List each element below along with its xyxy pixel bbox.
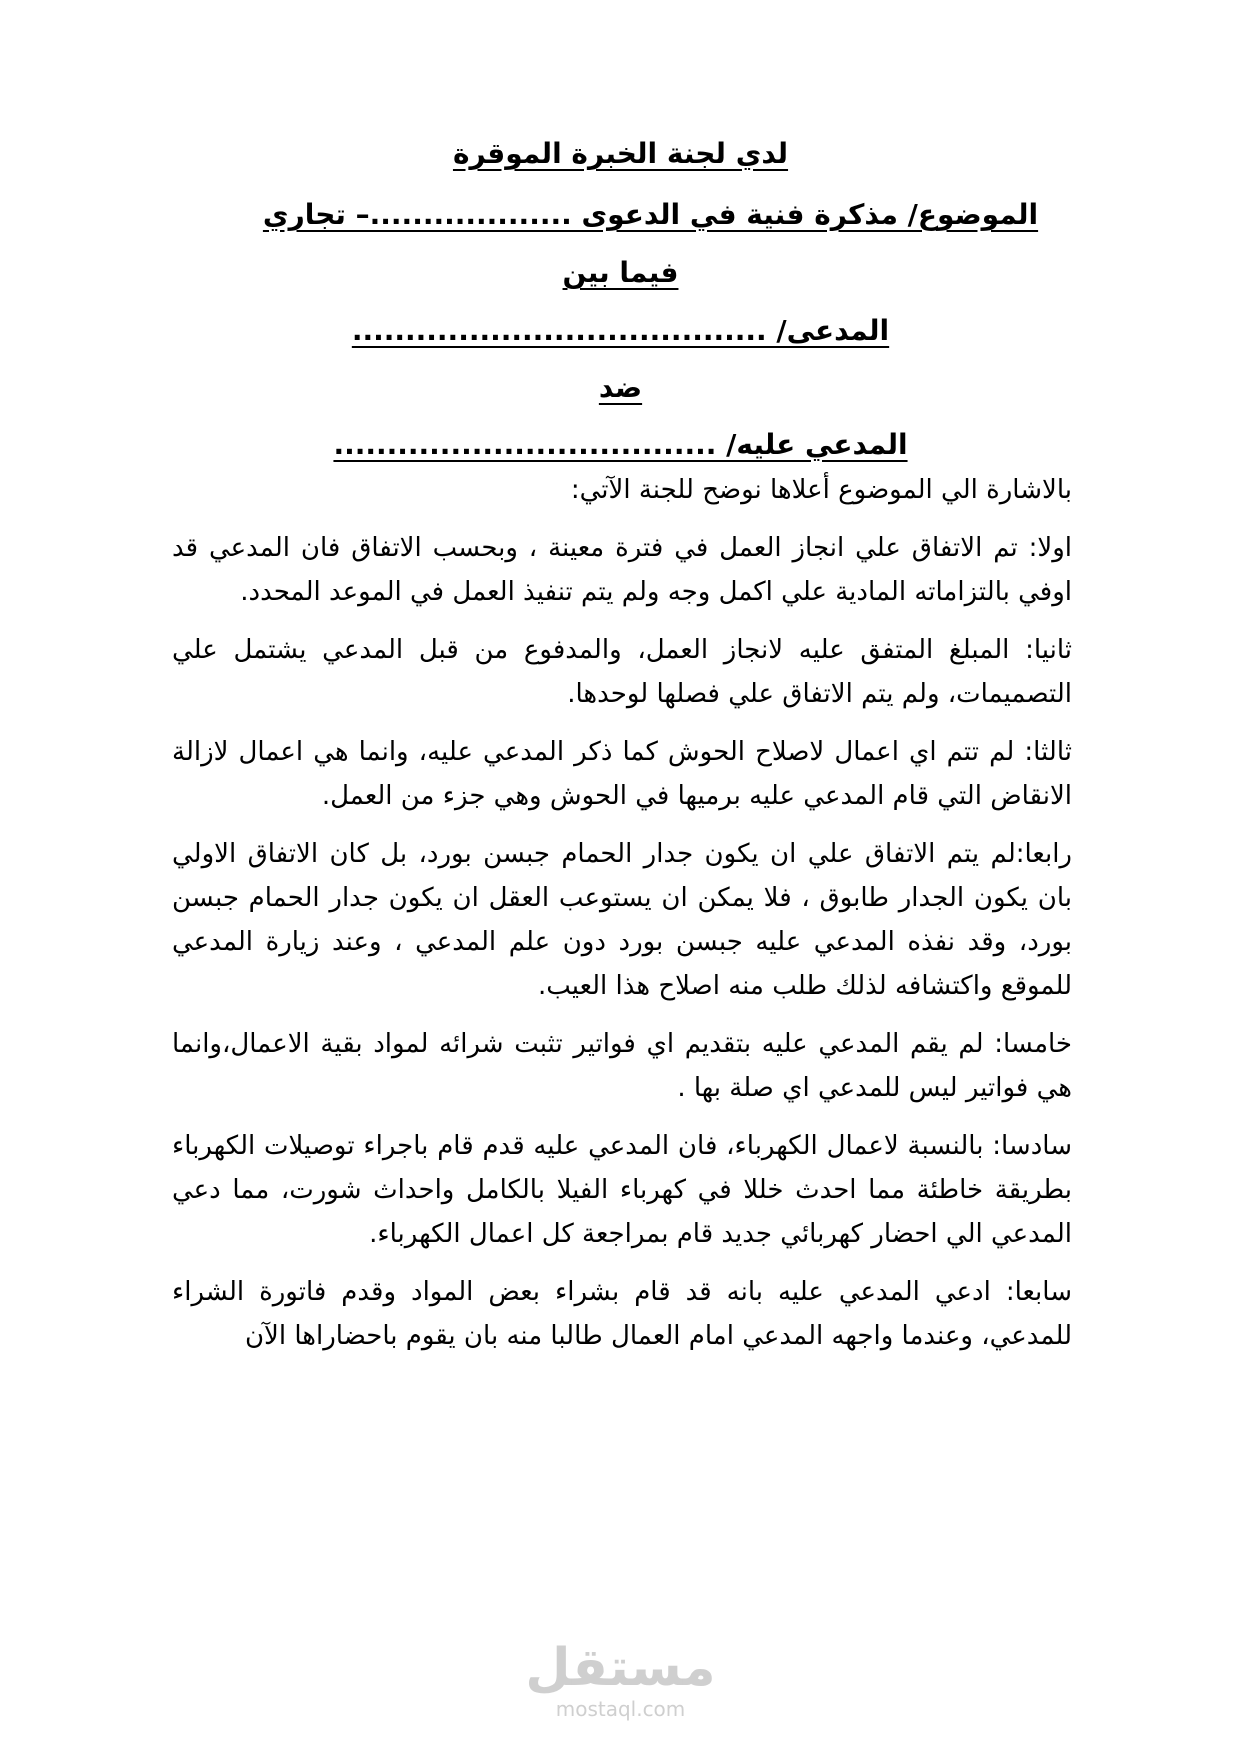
watermark-logo: مستقل: [525, 1638, 716, 1698]
paragraph-third: ثالثا: لم تتم اي اعمال لاصلاح الحوش كما ذكر المدعي عليه، وانما هي اعمال لازالة الانقاض التي قام المدعي عليه برميها في الحوش وهي جزء من العمل.: [172, 737, 1072, 811]
paragraph-fifth: خامسا: لم يقم المدعي عليه بتقديم اي فواتير تثبت شرائه لمواد بقية الاعمال،وانما هي فواتير ليس للمدعي اي صلة بها .: [172, 1029, 1072, 1103]
subject-heading: الموضوع/ مذكرة فنية في الدعوى ...................– تجاري: [262, 198, 1039, 231]
versus-heading: ضد: [598, 371, 643, 404]
defendant-heading: المدعي عليه/ ....................................: [333, 428, 908, 461]
between-heading: فيما بين: [562, 256, 679, 289]
paragraph-second: ثانيا: المبلغ المتفق عليه لانجاز العمل، والمدفوع من قبل المدعي يشتمل علي التصميمات، ولم يتم الاتفاق علي فصلها لوحدها.: [172, 635, 1072, 709]
intro-paragraph: بالاشارة الي الموضوع أعلاها نوضح للجنة الآتي:: [570, 475, 1072, 505]
paragraph-sixth: سادسا: بالنسبة لاعمال الكهرباء، فان المدعي عليه قدم قام باجراء توصيلات الكهرباء بطريقة خاطئة مما احدث خللا في كهرباء الفيلا بالكامل واحداث شورت، مما دعي المدعي الي احضار كهربائي جديد قام بمراجعة كل اعمال الكهرباء.: [172, 1131, 1072, 1249]
paragraph-seventh: سابعا: ادعي المدعي عليه بانه قد قام بشراء بعض المواد وقدم فاتورة الشراء للمدعي، وعندما واجهه المدعي امام العمال طالبا منه بان يقوم باحضاراها الآن: [172, 1277, 1072, 1351]
paragraph-first: اولا: تم الاتفاق علي انجاز العمل في فترة معينة ، وبحسب الاتفاق فان المدعي قد اوفي بالتزاماته المادية علي اكمل وجه ولم يتم تنفيذ العمل في الموعد المحدد.: [172, 533, 1072, 607]
memo-body: [172, 468, 1072, 1372]
paragraph-fourth: رابعا:لم يتم الاتفاق علي ان يكون جدار الحمام جبسن بورد، بل كان الاتفاق الاولي بان يكون الجدار طابوق ، فلا يمكن ان يستوعب العقل ان يكون جدار الحمام جبسن بورد، وقد نفذه المدعي عليه جبسن بورد دون علم المدعي ، وعند زيارة المدعي للموقع واكتشافه لذلك طلب منه اصلاح هذا العيب.: [172, 839, 1072, 1001]
watermark-url: mostaql.com: [555, 1697, 686, 1721]
plaintiff-heading: المدعى/ .......................................: [351, 314, 890, 347]
addressee-heading: لدي لجنة الخبرة الموقرة: [452, 137, 789, 170]
